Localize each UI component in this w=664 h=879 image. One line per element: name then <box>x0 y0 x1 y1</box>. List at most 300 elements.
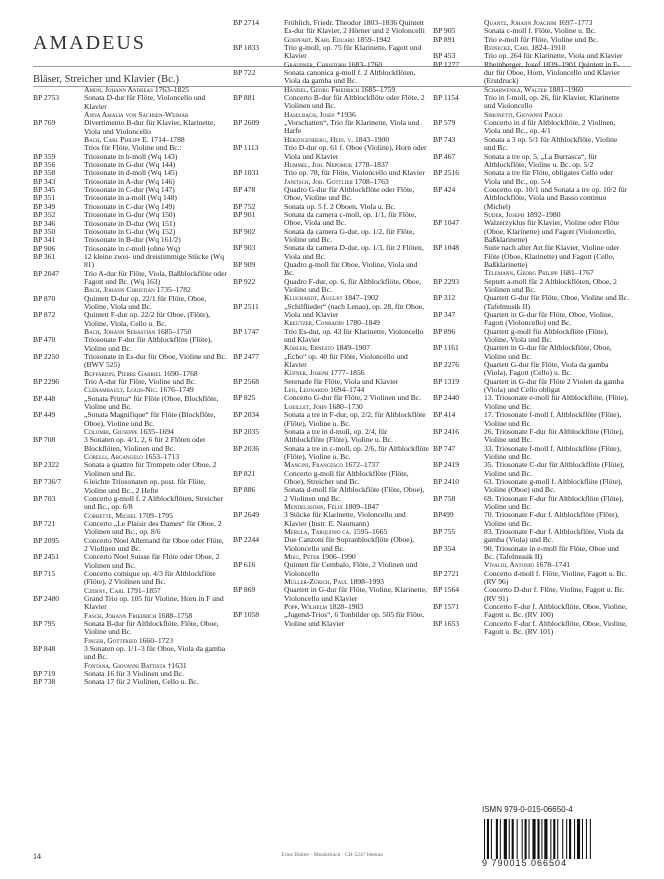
catalog-number: BP 2480 <box>33 593 60 603</box>
composer-heading: Clérambault, Louis-Nic. 1676–1749 <box>84 385 194 395</box>
work-description: 70. Triosonate F-dur f. Altblockflöte (Flöte), Violine und Bc. <box>484 510 619 528</box>
work-description: Septett a-moll für 2 Altblockflöten, Oboe, 2 Violinen und Bc. <box>484 276 617 294</box>
work-description: Serenade für Flöte, Viola und Klavier <box>284 376 399 386</box>
work-description: 6 leichte Triosonaten op. post. für Flöte, Violine und Bc., 2 Hefte <box>84 477 206 495</box>
catalog-entry <box>433 94 629 111</box>
catalog-number: BP 2095 <box>33 535 60 545</box>
catalog-number: BP 351 <box>33 193 56 203</box>
catalog-number: BP 758 <box>433 493 456 503</box>
catalog-entry <box>233 445 429 462</box>
catalog-number: BP 1154 <box>433 93 459 103</box>
catalog-entry <box>33 620 229 637</box>
catalog-entry <box>33 295 229 312</box>
catalog-entry <box>233 244 429 261</box>
catalog-entry <box>33 119 229 136</box>
work-description: Concerto comique op. 4/3 für Altblockflöte (Flöte), 2 Violinen und Bc. <box>84 568 216 587</box>
work-description: Concerto Noel Suisse für Flöte oder Oboe, 2 Violinen und Bc. <box>84 552 220 570</box>
work-description: Trio op. 264 für Klarinette, Viola und Klavier <box>484 51 623 61</box>
work-description: 3 Stücke für Klarinette, Violoncello und Klavier (Instr. E. Naumann) <box>284 510 406 528</box>
catalog-number: BP 579 <box>433 118 456 128</box>
composer-heading: Janitsch, Joh. Gottlieb 1708–1763 <box>284 176 389 186</box>
catalog-entry <box>33 495 229 512</box>
catalog-entry <box>433 278 629 295</box>
catalog-entry <box>433 411 629 428</box>
work-description: Triosonate in C-dur (Wq 147) <box>84 185 175 195</box>
catalog-number: BP 2322 <box>33 460 60 470</box>
work-description: Sonata 17 für 2 Violinen, Cello u. Bc. <box>84 677 199 687</box>
work-description: 35. Triosonate C-dur für Altblockflöte (Flöte), Violine und Bc. <box>484 460 625 478</box>
catalog-entry <box>233 328 429 345</box>
work-description: 26. Triosonate F-dur für Altblockflöte (Flöte), Violine und Bc. <box>484 426 624 445</box>
catalog-entry <box>233 353 429 370</box>
barcode-number: 9 790015 066504 <box>482 858 568 868</box>
work-description: Quartett G-dur für Flöte, Oboe, Violine und Bc. (Tafelmusik II) <box>484 293 629 311</box>
catalog-number: BP 424 <box>433 184 456 194</box>
work-description: Triosonate in A-dur (Wq 146) <box>84 176 175 186</box>
catalog-entry <box>233 470 429 487</box>
catalog-number: BP 752 <box>233 201 256 211</box>
work-description: Sonata B-dur für Altblockflöte, Flöte, Oboe, Violine und Bc. <box>84 619 219 637</box>
work-description: 13. Triosonate e-moll für Altblockflöte, (Flöte), Violine und Bc. <box>484 393 629 411</box>
catalog-number: BP 347 <box>433 310 456 320</box>
catalog-number: BP 1058 <box>233 610 260 620</box>
catalog-number: BP 902 <box>233 226 256 236</box>
work-description: Concerto g-moll für Altblockflöte (Flöte, Oboe), Streicher und Bc. <box>284 468 409 486</box>
work-description: Quadro F-dur, op. 6, für Altblockflöte, Oboe, Violine und Bc. <box>284 276 421 294</box>
work-description: Triosonate F-dur für Altblockflöte (Flöte), Violine und Bc. <box>84 335 213 353</box>
work-description: Quartett G-dur für Flöte, Viola da gamba (Viola), Fagott (Cello) u. Bc. <box>484 360 609 378</box>
catalog-entry <box>33 595 229 612</box>
composer-heading: Haselbach, Josef *1936 <box>284 109 356 119</box>
catalog-entry <box>33 353 229 370</box>
work-description: Triosonate in h-moll (Wq 143) <box>84 151 178 161</box>
catalog-entry <box>433 169 629 186</box>
catalog-number: BP 2035 <box>233 426 260 436</box>
work-description: Quintett für Cembalo, Flöte, 2 Violinen und Violoncello <box>284 560 418 578</box>
work-description: 3 Sonaten op. 1/1–3 für Oboe, Viola da gamba und Bc. <box>84 644 226 662</box>
composer-heading: Anna Amalia von Sachsen-Weimar <box>84 110 189 120</box>
composer-heading: Popp, Wilhelm 1828–1903 <box>284 602 364 612</box>
work-description: „Jugend-Trios“, 6 Tonbilder op. 505 für Flöte, Violine und Klavier <box>284 610 425 628</box>
work-description: Sonata op. 5 f. 2 Oboen, Viola u. Bc. <box>284 201 396 211</box>
catalog-entry <box>233 561 429 578</box>
work-description: Concerto „Le Plaisir des Dames“ für Oboe, 2 Violinen und Bc., op. 8/6 <box>84 518 222 537</box>
composer-heading: Klughardt, August 1847–1902 <box>284 293 379 303</box>
catalog-number: BP 616 <box>233 560 256 570</box>
composer-heading: Loeillet, John 1680–1730 <box>284 401 363 411</box>
catalog-entry <box>33 336 229 353</box>
catalog-number: BP 703 <box>33 493 56 503</box>
work-description: Concerto F-dur f. Altblockflöte, Oboe, Violine, Fagott u. Bc. (RV 100) <box>484 602 628 620</box>
catalog-column-2 <box>233 19 429 628</box>
work-description: Quartett g-moll für Altblockflöte (Flöte), Violine, Viola und Bc. <box>484 326 609 345</box>
catalog-entry <box>33 478 229 495</box>
work-description: Triosonate in c-moll (ohne Wq) <box>84 243 181 253</box>
page-number: 14 <box>33 852 41 861</box>
work-description: 69. Triosonate F-dur für Altblockflöte (Flöte), Violine und Bc. <box>484 493 624 511</box>
work-description: Sonata a tre in d-moll, op. 2/4, für Altblockflöte (Flöte), Violine u. Bc. <box>284 426 393 445</box>
work-description: „Echo“ op. 40 für Flöte, Violoncello und Klavier <box>284 351 408 370</box>
work-description: Concerto g-moll f. 2 Altblockflöten, Streicher und Bc., op. 6/8 <box>84 493 223 512</box>
catalog-number: BP 2649 <box>233 510 260 520</box>
catalog-number: BP 1048 <box>433 243 460 253</box>
publisher-logo: AMADEUS <box>33 32 146 54</box>
work-description: Sonata a tre in c-moll, op. 2/6, für Altblockflöte (Flöte), Violine u. Bc. <box>284 443 429 461</box>
composer-heading: Quantz, Johann Joachim 1697–1773 <box>484 18 593 27</box>
composer-heading: Czerny, Carl 1791–1857 <box>84 585 161 595</box>
catalog-entry <box>233 278 429 295</box>
catalog-number: BP 2296 <box>33 377 60 387</box>
catalog-number: BP 903 <box>233 243 256 253</box>
catalog-number: BP 361 <box>33 251 56 261</box>
work-description: Sonata a tre in F-dur, op. 2/2, für Altblockflöte (Flöte), Violine u. Bc. <box>284 410 426 428</box>
catalog-entry <box>33 311 229 328</box>
work-description: 33. Triosonate f-moll f. Altblockflöte (Flöte), Violine und Bc. <box>484 443 622 461</box>
catalog-entry <box>233 44 429 61</box>
catalog-entry <box>433 136 629 153</box>
catalog-number: BP 1113 <box>233 143 259 153</box>
catalog-entry <box>233 586 429 603</box>
work-description: Concerto d-moll f. Flöte, Violine, Fagott u. Bc. (RV 96) <box>484 568 627 587</box>
section-title: Bläser, Streicher und Klavier (Bc.) <box>33 74 179 85</box>
work-description: „Schilflieder“ (nach Lenau), op. 28, für Oboe, Viola und Klavier <box>284 301 425 320</box>
catalog-entry <box>433 186 629 211</box>
catalog-number: BP 719 <box>33 669 56 679</box>
composer-heading: Kreutzer, Conradin 1780–1849 <box>284 318 380 328</box>
catalog-entry <box>33 553 229 570</box>
catalog-entry <box>33 520 229 537</box>
catalog-number: BP 358 <box>33 168 56 178</box>
composer-heading: Mendelssohn, Felix 1809–1847 <box>284 501 380 511</box>
catalog-entry <box>433 478 629 495</box>
catalog-entry <box>433 361 629 378</box>
catalog-entry <box>433 620 629 637</box>
composer-heading: Telemann, Georg Philipp 1681–1767 <box>484 268 594 278</box>
work-description: 90. Triosonate in e-moll für Flöte, Oboe und Bc. (Tafelmusik II) <box>484 543 619 561</box>
catalog-number: BP 356 <box>33 160 56 170</box>
catalog-column-3 <box>433 19 629 636</box>
catalog-number: BP 470 <box>33 335 56 345</box>
work-description: „Sonata Magnifique“ für Flöte (Blockflöte, Oboe), Violine und Bc. <box>84 410 216 428</box>
catalog-entry <box>433 244 629 269</box>
work-description: Trio A-dur für Flöte, Violine und Bc. <box>84 377 197 387</box>
catalog-number: BP 467 <box>433 151 456 161</box>
work-description: Triosonate in G-dur (Wq 150) <box>84 210 176 220</box>
work-description: 17. Triosonate f-moll f. Altblockflöte (Flöte), Violine und Bc. <box>484 410 622 428</box>
catalog-number: BP 478 <box>233 184 256 194</box>
composer-heading: Vivaldi, Antonio 1678–1741 <box>484 560 571 570</box>
catalog-entry <box>233 303 429 320</box>
catalog-number: BP 747 <box>433 443 456 453</box>
catalog-number: BP 2511 <box>233 301 259 311</box>
catalog-number: BP 1277 <box>433 59 460 69</box>
composer-heading: Herzogenberg, Hein. v. 1843–1900 <box>284 134 390 144</box>
composer-heading: Leo, Leonardo 1694–1744 <box>284 385 365 395</box>
work-description: Concerto op. 10/1 und Sonata a tre op. 10/2 für Altblockflöte, Viola und Basso continuo (Michel) <box>484 184 628 211</box>
catalog-number: BP 346 <box>33 218 56 228</box>
work-description: Sonata canonica g-moll f. 2 Altblockflöten, Viola da gamba und Bc. <box>284 68 416 86</box>
work-description: Concerto B-dur für Altblockflöte oder Flöte, 2 Violinen und Bc. <box>284 93 425 111</box>
catalog-number: BP 2753 <box>33 93 60 103</box>
work-description: Trio D-dur op. 61 f. Oboe (Violine), Horn oder Viola und Klavier <box>284 143 427 161</box>
catalog-number: BP 2276 <box>433 360 460 370</box>
work-description: Concerto F-dur f. Altblockflöte, Oboe, Violine, Fagott u. Bc. (RV 101) <box>484 618 628 637</box>
work-description: Triosonate in G-dur (Wq 144) <box>84 160 176 170</box>
work-description: Quartett in G-dur für Flöte, Violine, Klarinette, Violoncello und Klavier <box>284 585 428 603</box>
catalog-number: BP 2714 <box>233 18 260 27</box>
work-description: Sonata a tre für Flöte, obligates Cello oder Viola und Bc., op. 5/4 <box>484 168 614 186</box>
work-description: Trio op. 78, für Flöte, Violoncello und Klavier <box>284 168 425 178</box>
catalog-entry <box>433 511 629 528</box>
catalog-number: BP 881 <box>233 93 256 103</box>
catalog-entry <box>233 611 429 628</box>
catalog-entry <box>433 294 629 311</box>
composer-heading: Mancini, Francesco 1672–1737 <box>284 460 380 470</box>
catalog-number: BP 2034 <box>233 410 260 420</box>
work-description: Quintett F-dur op. 22/2 für Oboe, (Flöte), Violine, Viola, Cello u. Bc. <box>84 310 210 328</box>
catalog-entry <box>233 536 429 553</box>
catalog-number: BP 312 <box>433 293 456 303</box>
composer-heading: Reinecke, Carl 1824–1910 <box>484 43 566 53</box>
catalog-number: BP 2516 <box>433 168 460 178</box>
catalog-entry <box>433 378 629 395</box>
work-description: „Sonata Prima“ für Flöte (Oboe, Blockflöte, Violine und Bc. <box>84 393 219 412</box>
catalog-entry <box>33 461 229 478</box>
composer-heading: Bach, Johann Christian 1735–1782 <box>84 285 191 295</box>
catalog-number: BP 909 <box>233 259 256 269</box>
work-description: Trio Es-dur, op. 43 für Klarinette, Violoncello und Klavier <box>284 326 424 345</box>
catalog-entry <box>33 436 229 453</box>
catalog-entry <box>233 228 429 245</box>
catalog-number: BP 1833 <box>233 43 260 53</box>
catalog-entry <box>233 119 429 136</box>
catalog-number: BP 2293 <box>433 276 460 286</box>
ismn-label: ISMN 979-0-015-06650-4 <box>482 805 573 814</box>
catalog-number: BP 2609 <box>233 118 260 128</box>
catalog-number: BP 1747 <box>233 326 260 336</box>
composer-heading: Bach, Carl Philipp E. 1714–1788 <box>84 135 185 145</box>
work-description: Concerto G-dur für Flöte, 2 Violinen und Bc. <box>284 393 422 403</box>
work-description: Sonata d-moll für Altblockflöte (Flöte, Oboe), 2 Violinen und Bc. <box>284 485 425 503</box>
work-description: Triosonate in C-dur (Wq 149) <box>84 201 175 211</box>
work-description: Sonata a 3 op. 5/1 für Altblockflöte, Violine und Bc. <box>484 134 618 153</box>
composer-heading: Fontana, Giovanni Battista †1631 <box>84 660 187 670</box>
catalog-entry <box>33 645 229 662</box>
work-description: Concerto in d für Altblockflöte, 2 Violinen, Viola und Bc., op. 4/1 <box>484 118 616 136</box>
catalog-column-1 <box>33 86 229 687</box>
catalog-number: BP 2416 <box>433 426 460 436</box>
work-description: Trio in f-moll, op. 26, für Klavier, Klarinette und Violoncello <box>484 93 620 111</box>
catalog-number: BP 1047 <box>433 218 460 228</box>
catalog-entry <box>433 61 629 86</box>
catalog-entry <box>433 528 629 545</box>
catalog-entry <box>33 94 229 111</box>
catalog-number: BP 1031 <box>233 168 260 178</box>
composer-heading: Goepfart, Karl Eduard 1859–1942 <box>284 34 391 44</box>
catalog-number: BP 1564 <box>433 585 460 595</box>
catalog-number: BP 345 <box>33 185 56 195</box>
work-description: Triosonate in D-dur (Wq 151) <box>84 218 176 228</box>
catalog-number: BP 708 <box>33 435 56 445</box>
work-description: Quartett in G-dur für Altblockflöte, Oboe, Violine und Bc. <box>484 343 612 361</box>
catalog-number: BP 2047 <box>33 268 60 278</box>
catalog-entry <box>233 186 429 203</box>
catalog-number: BP 755 <box>433 526 456 536</box>
composer-heading: Colombi, Giuseppe 1635–1694 <box>84 427 174 437</box>
catalog-entry <box>433 428 629 445</box>
catalog-number: BP 896 <box>433 326 456 336</box>
catalog-entry <box>433 344 629 361</box>
work-description: Sonata c-moll f. Flöte, Violine u. Bc. <box>484 26 597 36</box>
catalog-entry <box>433 394 629 411</box>
composer-heading: Müller-Zürich, Paul 1898–1993 <box>284 577 384 587</box>
catalog-entry <box>433 328 629 345</box>
work-description: Sonata a quattro für Trompete oder Oboe, 2 Violinen und Bc. <box>84 460 217 478</box>
catalog-number: BP 1653 <box>433 618 460 628</box>
composer-heading: Köhler, Ernesto 1849–1907 <box>284 343 371 353</box>
catalog-number: BP 795 <box>33 619 56 628</box>
catalog-entry <box>233 411 429 428</box>
composer-heading: Corelli, Arcangelo 1653–1713 <box>84 452 179 462</box>
catalog-number: BP 453 <box>433 51 456 61</box>
composer-heading: Scharwenka, Walter 1881–1960 <box>484 84 583 94</box>
work-description: Sonata da camera c-moll, op. 1/1, für Flöte, Oboe, Viola und Bc. <box>284 209 417 228</box>
catalog-number: BP 922 <box>233 276 256 286</box>
catalog-number: BP 350 <box>33 226 56 236</box>
catalog-entry <box>233 94 429 111</box>
catalog-entry <box>33 253 229 270</box>
work-description: 83. Triosonate F-dur f. Altblockflöte, Viola da gamba (Viola) und Bc. <box>484 526 624 545</box>
catalog-entry <box>33 395 229 412</box>
work-description: 63. Triosonate g-moll f. Altblockflöte (Flöte), Violine (Oboe) und Bc. <box>484 476 623 495</box>
catalog-entry <box>433 153 629 170</box>
work-description: Fröhlich, Friedr. Theodor 1803–1836 Quintett Es-dur für Klavier, 2 Hörner und 2 Violoncelli <box>284 18 425 36</box>
catalog-entry <box>233 19 429 36</box>
work-description: Quadro G-dur für Altblockflöte oder Flöte, Oboe, Violine und Bc. <box>284 184 415 203</box>
catalog-entry <box>233 69 429 86</box>
catalog-number: BP 2721 <box>433 568 460 578</box>
catalog-entry <box>33 570 229 587</box>
work-description: Suite nach alter Art für Klavier, Violine oder Flöte (Oboe, Klarinette) und Fagott (Cello, Baßklarinette) <box>484 243 620 269</box>
catalog-entry <box>233 486 429 503</box>
catalog-entry <box>33 270 229 287</box>
composer-heading: Simonetti, Giovanni Paolo <box>484 109 563 119</box>
catalog-number: BP 352 <box>33 210 56 220</box>
work-description: Trio e-moll für Flöte, Violine und Bc. <box>484 34 599 44</box>
work-description: Quadro g-moll für Oboe, Violine, Viola und Bc. <box>284 259 418 278</box>
work-description: Quartett in G-dur für Flöte, Oboe, Violine, Fagott (Violoncello) und Bc. <box>484 310 614 328</box>
composer-heading: Amon, Johann Andreas 1763–1825 <box>84 85 189 94</box>
work-description: Concerto D-dur f. Flöte, Violine, Fagott u. Bc. (RV 91) <box>484 585 625 603</box>
catalog-entry <box>433 495 629 512</box>
work-description: 12 kleine zwei- und dreistimmige Stücke (Wq 81) <box>84 251 225 270</box>
work-description: Triosonate in d-moll (Wq 145) <box>84 168 178 178</box>
composer-heading: Merula, Tarquinio ca. 1595–1665 <box>284 526 388 536</box>
work-description: Trio A-dur für Flöte, Viola, Baßblockflöte oder Fagott und Bc. (Wq 163) <box>84 268 227 286</box>
catalog-entry <box>433 586 629 603</box>
catalog-entry <box>433 219 629 244</box>
catalog-entry <box>433 445 629 462</box>
catalog-entry <box>233 428 429 445</box>
catalog-entry <box>433 570 629 587</box>
catalog-entry <box>433 119 629 136</box>
catalog-number: BP 870 <box>33 293 56 303</box>
work-description: Sonata da camera G-dur, op. 1/2, für Flöte, Violine und Bc. <box>284 226 415 244</box>
catalog-number: BP 848 <box>33 644 56 654</box>
catalog-entry <box>433 545 629 562</box>
work-description: Walzerzyklus für Klavier, Violine oder Flöte (Oboe, Klarinette) und Fagott (Violoncello, Baßklarinette) <box>484 218 620 244</box>
catalog-number: BP 886 <box>233 485 256 495</box>
composer-heading: Händel, Georg Friedrich 1685–1759 <box>284 84 396 94</box>
composer-heading: Corrette, Michel 1709–1795 <box>84 510 173 520</box>
work-description: Quartett in G-dur für Flöte 2 Violen da gamba (Viola) und Cello obligat <box>484 376 624 395</box>
catalog-entry <box>33 537 229 554</box>
catalog-entry <box>33 411 229 428</box>
catalog-number: BP 2244 <box>233 535 260 545</box>
catalog-number: BP 721 <box>33 518 56 528</box>
composer-heading: Finger, Gottfried 1660–1723 <box>84 635 174 645</box>
composer-heading: Bach, Johann Sebastian 1685–1750 <box>84 326 192 336</box>
catalog-number: BP 1319 <box>433 376 460 386</box>
catalog-entry <box>433 603 629 620</box>
composer-heading: Graupner, Christoph 1683–1760 <box>284 59 383 69</box>
catalog-entry <box>433 461 629 478</box>
composer-heading: Küfner, Joseph 1777–1856 <box>284 368 365 378</box>
catalog-number: BP 354 <box>433 543 456 553</box>
catalog-number: BP 769 <box>33 118 56 128</box>
work-description: Triosonate in B-dur (Wq 161/2) <box>84 235 181 245</box>
composer-heading: Mieg, Peter 1906–1990 <box>284 552 356 561</box>
catalog-number: BP 449 <box>33 410 56 420</box>
work-description: Sonata 16 für 3 Violinen und Bc. <box>84 669 185 679</box>
work-description: Triosonate in Es-dur für Oboe, Violine und Bc. (BWV 525) <box>84 352 227 370</box>
catalog-number: BP 901 <box>233 209 256 219</box>
catalog-number: BP499 <box>433 510 454 520</box>
catalog-number: BP 1571 <box>433 602 460 612</box>
work-description: Sonata a tre op. 5, „La Burrasca“, für Altblockflöte, Violine u. Bc. op. 5/2 <box>484 151 598 169</box>
composer-heading: Suder, Joseph 1892–1980 <box>484 209 561 219</box>
catalog-number: BP 821 <box>233 468 256 478</box>
catalog-number: BP 906 <box>33 243 56 253</box>
printer-note: Ernst Bühler · Musikdruck · CH-5247 Hemau <box>281 852 383 858</box>
composer-heading: Hummel, Joh. Nepomuk 1778–1837 <box>284 159 389 169</box>
catalog-entry <box>233 511 429 528</box>
work-description: Sonata da camera D-dur, op. 1/3, für 2 Flöten, Viola und Bc. <box>284 243 424 261</box>
catalog-number: BP 341 <box>33 235 56 245</box>
catalog-number: BP 1161 <box>433 343 459 353</box>
work-description: Due Canzoni für Sopranblockflöte (Oboe), Violoncello und Bc. <box>284 535 415 553</box>
catalog-number: BP 349 <box>33 201 56 211</box>
work-description: „Vorschatten“, Trio für Klarinette, Viola und Harfe <box>284 118 420 136</box>
work-description: Rheinberger, Josef 1839–1901 Quintett in F-dur für Oboe, Horn, Violoncello und Klavier (Erstdruck) <box>484 59 620 86</box>
catalog-number: BP 891 <box>433 34 456 44</box>
catalog-number: BP 872 <box>33 310 56 320</box>
work-description: Triosonate in a-moll (Wq 148) <box>84 193 177 203</box>
work-description: Trio g-moll, op. 75 für Klarinette, Fagott und Klavier <box>284 43 422 61</box>
catalog-number: BP 2036 <box>233 443 260 453</box>
composer-heading: Buffardin, Pierre Gabriel 1690–1768 <box>84 368 198 378</box>
work-description: Divertimento B-dur für Klavier, Klarinette, Viola und Violoncello <box>84 118 216 136</box>
catalog-number: BP 448 <box>33 393 56 403</box>
catalog-entry <box>233 144 429 161</box>
catalog-entry <box>233 211 429 228</box>
catalog-number: BP 2419 <box>433 460 460 470</box>
catalog-number: BP 2410 <box>433 476 460 486</box>
catalog-number: BP 869 <box>233 585 256 595</box>
work-description: Concerto Noel Allemand für Oboe oder Flöte, 2 Violinen und Bc. <box>84 535 224 553</box>
catalog-number: BP 736/7 <box>33 477 62 487</box>
catalog-entry <box>433 311 629 328</box>
